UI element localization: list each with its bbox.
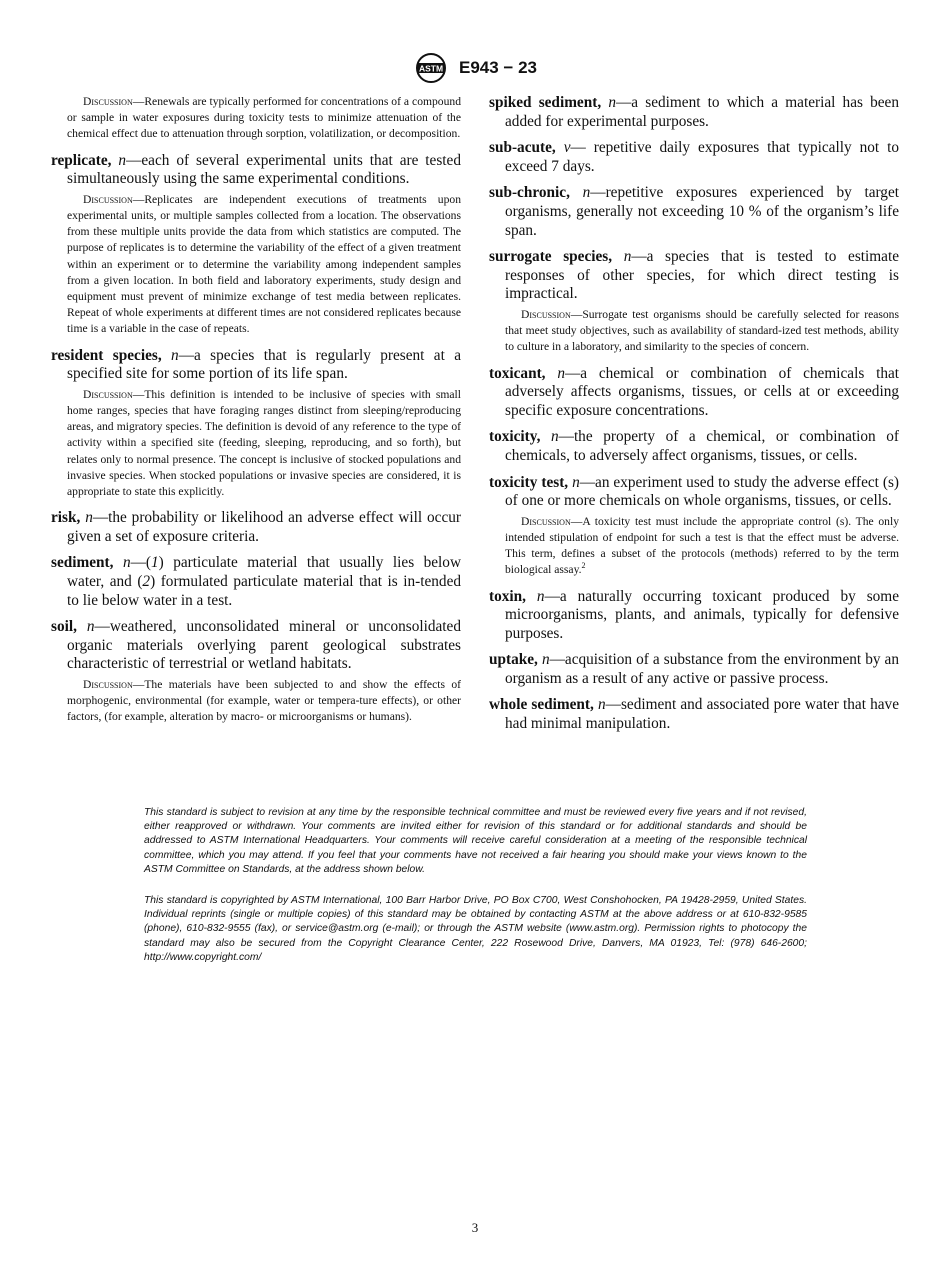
page-header — [0, 52, 950, 84]
term: whole sediment, — [489, 696, 594, 714]
definition-text: —repetitive exposures experienced by target organisms, generally not exceeding 10 % of the organism’s life span. — [505, 184, 899, 239]
discussion-label: Discussion — [83, 95, 133, 108]
discussion-label: Discussion — [83, 387, 133, 401]
definition-text: — repetitive daily exposures that typically not to exceed 7 days. — [505, 139, 899, 175]
term: toxicant, — [489, 364, 546, 382]
discussion-label: Discussion — [521, 514, 571, 528]
part-of-speech: n — [86, 618, 95, 636]
definition-risk — [51, 509, 461, 546]
definition-soil — [51, 618, 461, 674]
definition-sub-acute — [489, 139, 899, 176]
definition-toxin — [489, 588, 899, 644]
term: toxin, — [489, 587, 526, 605]
term: risk, — [51, 509, 81, 527]
definition-text: —sediment and associated pore water that have had minimal manipulation. — [505, 696, 899, 733]
part-of-speech: n — [598, 696, 606, 714]
footnote-reference: 2 — [581, 561, 586, 571]
part-of-speech: n — [557, 364, 565, 382]
page-number: 3 — [471, 1220, 479, 1235]
part-of-speech: n — [536, 587, 545, 605]
discussion-replicate: Discussion—Replicates are independent executions of treatments upon experimental units, or multiple samples collected from a location. The observations from these multiple units provide the data from which statistics are computed. The purpose of replicates is to determine the variability of the effect of a given treatment within an experiment or to determine the variability among independent samples from a given location. In both field and laboratory experiments, study design and equipment must prevent of minimize exchange of test media between replicates. Repeat of whole experiments at different times are not considered replicates because time is a variable in the case of repeats. — [67, 192, 461, 336]
definition-text: —a sediment to which a material has been added for experimental purposes. — [505, 94, 899, 130]
part-of-speech: n — [550, 428, 559, 446]
definition-text: —the probability or likelihood an adverse effect will occur given a set of exposure criteria. — [67, 509, 461, 545]
part-of-speech: n — [122, 554, 131, 572]
term: surrogate species, — [489, 248, 613, 266]
part-of-speech: n — [608, 94, 616, 111]
part-of-speech: n — [623, 248, 632, 266]
term: soil, — [51, 618, 77, 636]
definition-text: —acquisition of a substance from the environment by an organism as a result of any active or passive process. — [505, 651, 899, 687]
definition-text: —a naturally occurring toxicant produced by some microorganisms, plants, and animals, typically for defensive purposes. — [505, 587, 899, 642]
definition-text: —weathered, unconsolidated mineral or unconsolidated organic materials overlying parent geological substrates characteristic of terrestrial or wetland habitats. — [67, 618, 461, 673]
definition-uptake — [489, 651, 899, 688]
definition-text: —an experiment used to study the adverse effect (s) of one or more chemicals on whole organisms, tissues, or cells. — [505, 473, 899, 510]
part-of-speech: n — [85, 509, 93, 527]
part-of-speech: n — [582, 184, 591, 202]
astm-logo-icon — [413, 52, 449, 84]
term: sub-acute, — [489, 139, 556, 157]
discussion-label: Discussion — [521, 307, 571, 321]
revision-notice: This standard is subject to revision at any time by the responsible technical committee and must be reviewed every five years and if not revised, either reapproved or withdrawn. Your comments are invited either for revision of this standard or for additional standards and should be addressed to ASTM International Headquarters. Your comments will receive careful consideration at a meeting of the responsible technical committee, which you may attend. If you feel that your comments have not received a fair hearing you should make your views known to the ASTM Committee on Standards, at the address shown below. — [144, 807, 807, 875]
definition-text: —a species that is regularly present at a specified site for some portion of its life span. — [67, 346, 461, 383]
definition-sediment: sediment, n—(1) particulate material that usually lies below water, and (2) formulated particulate material that is in-tended to lie below water in a test. — [51, 554, 462, 609]
definition-spiked-sediment — [489, 94, 899, 131]
term: sediment, — [51, 554, 114, 572]
part-of-speech: n — [572, 473, 580, 491]
part-of-speech: n — [171, 346, 179, 364]
definition-text: —a chemical or combination of chemicals that adversely affects organisms, tissues, or cells at or exceeding specific exposure concentrations. — [505, 364, 900, 419]
discussion-label: Discussion — [83, 677, 133, 691]
definition-text: —the property of a chemical, or combination of chemicals, to adversely affect organisms, tissues, or cells. — [505, 428, 899, 464]
term: sub-chronic, — [489, 184, 570, 202]
term: toxicity, — [489, 428, 541, 446]
definition-surrogate-species — [489, 248, 899, 304]
term: spiked sediment, — [489, 94, 602, 111]
left-column — [51, 94, 461, 735]
part-of-speech: n — [118, 151, 127, 169]
astm-logo-text: ASTM — [418, 63, 444, 74]
term: resident species, — [51, 346, 162, 364]
definition-toxicity — [489, 428, 899, 465]
discussion-label: Discussion — [83, 192, 133, 206]
discussion-renewals: Discussion—Renewals are typically performed for concentrations of a compound or sample in water exposures during toxicity tests to minimize attenuation of the chemical effect due to attenuation through sorption, volatilization, or decomposition. — [67, 95, 461, 141]
definition-whole-sediment — [489, 696, 899, 733]
right-column — [489, 94, 899, 742]
term: uptake, — [489, 651, 538, 669]
discussion-soil: Discussion—The materials have been subjected to and show the effects of morphogenic, environmental (for example, water or tempera-ture effects), or other factors, (for example, alteration by macro- or microorganisms or humans). — [67, 677, 461, 724]
term: replicate, — [51, 151, 112, 169]
discussion-resident-species: Discussion—This definition is intended to be inclusive of species with small home ranges, species that have foraging ranges distinct from sleeping/reproducing areas, and migratory species. The definition is devoid of any reference to the type of activity within a specified site (feeding, sleeping, reproducing, and so forth), but relates only to normal presence. The concept is inclusive of stocked populations and invasive species. When stocked populations or invasive species are considered, it is appropriate to state this explicitly. — [67, 387, 461, 499]
definition-toxicant — [489, 365, 899, 421]
copyright-notice: This standard is copyrighted by ASTM International, 100 Barr Harbor Drive, PO Box C700, West Conshohocken, PA 19428-2959, United States. Individual reprints (single or multiple copies) of this standard may be obtained by contacting ASTM at the above address or at 610-832-9585 (phone), 610-832-9555 (fax), or service@astm.org (e-mail); or through the ASTM website (www.astm.org). Permission rights to photocopy the standard may also be secured from the Copyright Clearance Center, 222 Rosewood Drive, Danvers, MA 01923, Tel: (978) 646-2600; http://www.copyright.com/ — [144, 895, 807, 963]
part-of-speech: n — [541, 651, 550, 669]
discussion-toxicity-test: Discussion—A toxicity test must include the appropriate control (s). The only intended stipulation of endpoint for such a test is that the effect must be adverse. This term, defines a subset of the protocols (methods) referred to by the term biological assay.$^2$ — [505, 514, 899, 577]
discussion-surrogate-species: Discussion—Surrogate test organisms should be carefully selected for reasons that meet study objectives, such as availability of standard-ized test methods, ability to culture in a laboratory, and similarity to the species of concern. — [505, 307, 899, 354]
definition-text: —each of several experimental units that are tested simultaneously using the same experimental conditions. — [67, 151, 461, 188]
definition-text: —a species that is tested to estimate responses of other species, for which direct testing is impractical. — [505, 248, 899, 303]
definition-replicate — [51, 152, 461, 189]
term: toxicity test, — [489, 473, 569, 491]
definition-toxicity-test — [489, 474, 899, 511]
definition-sub-chronic — [489, 184, 899, 240]
standard-designation: E943 − 23 — [459, 58, 537, 77]
definition-resident-species — [51, 347, 461, 384]
part-of-speech: v — [563, 139, 571, 157]
